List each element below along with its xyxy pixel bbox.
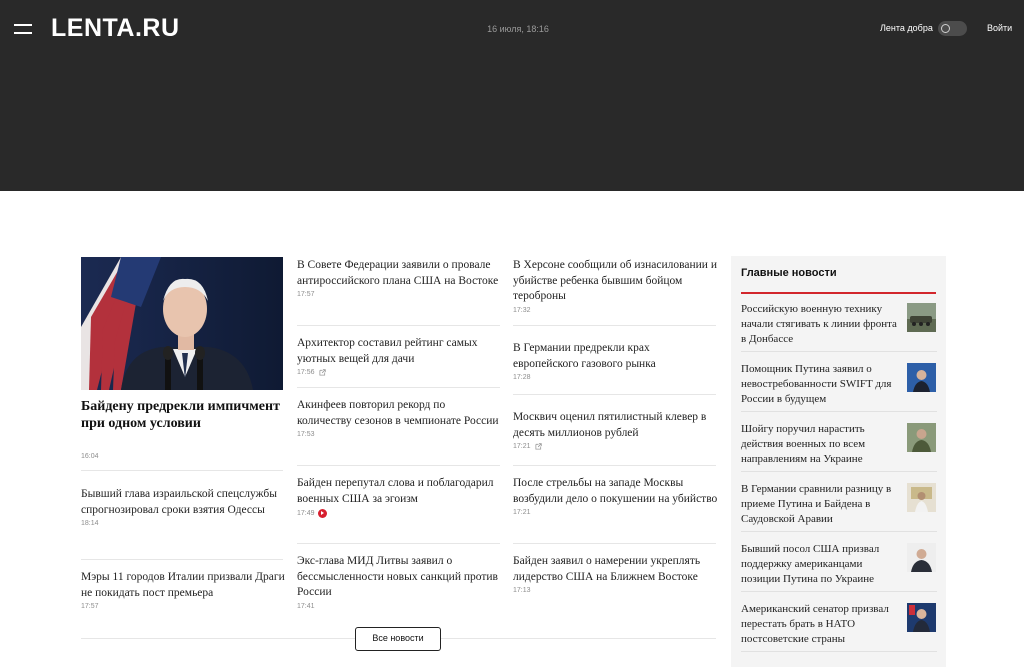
sidebar-news-thumbnail[interactable] — [907, 303, 936, 332]
sidebar-news-headline[interactable]: Бывший посол США призвал поддержку американцами позиции Путина по Украине — [741, 543, 880, 585]
news-time: 17:56 — [297, 369, 315, 376]
sidebar-news-headline[interactable]: Шойгу поручил нарастить действия военных по всем направлениям на Украине — [741, 423, 866, 465]
divider — [741, 351, 937, 352]
news-time: 17:57 — [297, 291, 315, 298]
news-headline[interactable]: В Германии предрекли крах европейского газового рынка — [513, 342, 656, 370]
divider — [513, 465, 716, 466]
news-headline[interactable]: После стрельбы на западе Москвы возбудили дело о покушении на убийство — [513, 477, 718, 505]
news-headline[interactable]: Архитектор составил рейтинг самых уютных вещей для дачи — [297, 337, 478, 365]
news-time: 17:13 — [513, 587, 531, 594]
all-news-button[interactable]: Все новости — [355, 627, 441, 651]
sidebar-news-headline[interactable]: Американский сенатор призвал перестать брать в НАТО постсоветские страны — [741, 603, 889, 645]
news-headline[interactable]: Москвич оценил пятилистный клевер в десять миллионов рублей — [513, 411, 707, 439]
sidebar-news-thumbnail[interactable] — [907, 483, 936, 512]
news-time: 17:21 — [513, 443, 531, 450]
list-item[interactable] — [513, 476, 718, 516]
divider — [81, 470, 283, 471]
divider — [297, 543, 500, 544]
feature-time: 16:04 — [81, 453, 99, 460]
list-item[interactable] — [297, 336, 502, 376]
divider — [741, 531, 937, 532]
divider — [741, 591, 937, 592]
divider — [513, 394, 716, 395]
sidebar-title: Главные новости — [741, 267, 837, 279]
news-time: 17:53 — [297, 431, 315, 438]
sidebar-news-thumbnail[interactable] — [907, 363, 936, 392]
list-item[interactable] — [297, 554, 502, 610]
feature-image[interactable] — [81, 257, 283, 390]
news-headline[interactable]: Экс-глава МИД Литвы заявил о бессмысленности новых санкций против России — [297, 555, 498, 598]
divider — [513, 325, 716, 326]
sidebar-news-headline[interactable]: Российскую военную технику начали стягивать к линии фронта в Донбассе — [741, 303, 897, 345]
divider — [297, 387, 500, 388]
list-item[interactable] — [297, 258, 502, 298]
list-item[interactable] — [513, 410, 718, 450]
news-time: 17:32 — [513, 306, 531, 314]
news-headline[interactable]: Байден заявил о намерении укреплять лидерство США на Ближнем Востоке — [513, 555, 701, 583]
video-badge-icon — [318, 509, 327, 518]
site-logo[interactable]: LENTA.RU — [51, 14, 180, 42]
news-headline[interactable]: Бывший глава израильской спецслужбы спрогнозировал сроки взятия Одессы — [81, 488, 277, 516]
feature-headline[interactable]: Байдену предрекли импичмент при одном условии — [81, 399, 280, 431]
divider — [297, 465, 500, 466]
login-button[interactable]: Войти — [987, 23, 1013, 33]
news-time: 17:21 — [513, 509, 531, 516]
divider — [81, 559, 283, 560]
news-headline[interactable]: В Совете Федерации заявили о провале антироссийского плана США на Востоке — [297, 259, 499, 287]
news-headline[interactable]: Мэры 11 городов Италии призвали Драги не покидать пост премьера — [81, 571, 285, 599]
top-news-sidebar — [731, 256, 946, 667]
list-item[interactable] — [513, 341, 718, 381]
divider — [741, 471, 937, 472]
list-item[interactable] — [513, 258, 718, 314]
kindness-feed-label: Лента добра — [880, 23, 933, 33]
sidebar-news-thumbnail[interactable] — [907, 543, 936, 572]
sidebar-news-headline[interactable]: Помощник Путина заявил о невостребованности SWIFT для России в будущем — [741, 363, 892, 405]
divider — [297, 325, 500, 326]
external-link-icon — [319, 369, 326, 376]
current-date: 16 июля, 18:16 — [487, 24, 549, 34]
sidebar-news-thumbnail[interactable] — [907, 603, 936, 632]
divider — [513, 543, 716, 544]
list-item[interactable] — [513, 554, 718, 594]
news-time: 17:57 — [81, 603, 99, 610]
news-headline[interactable]: Акинфеев повторил рекорд по количеству сезонов в чемпионате России — [297, 399, 499, 427]
site-header — [0, 0, 1024, 191]
list-item[interactable] — [297, 476, 502, 518]
news-headline[interactable]: Байден перепутал слова и поблагодарил военных США за эгоизм — [297, 477, 494, 505]
news-time: 17:49 — [297, 510, 315, 517]
sidebar-title-underline — [741, 292, 936, 294]
sidebar-news-thumbnail[interactable] — [907, 423, 936, 452]
list-item[interactable] — [81, 487, 286, 527]
news-time: 18:14 — [81, 520, 99, 527]
news-time: 17:41 — [297, 602, 315, 610]
news-time: 17:28 — [513, 374, 531, 381]
list-item[interactable] — [81, 570, 286, 610]
list-item[interactable] — [297, 398, 502, 438]
divider — [741, 651, 937, 652]
kindness-feed-toggle[interactable] — [938, 21, 967, 36]
news-headline[interactable]: В Херсоне сообщили об изнасиловании и убийстве ребенка бывшим бойцом тероброны — [513, 259, 717, 302]
divider — [741, 411, 937, 412]
toggle-knob — [941, 24, 950, 33]
external-link-icon — [535, 443, 542, 450]
sidebar-news-headline[interactable]: В Германии сравнили разницу в приеме Путина и Байдена в Саудовской Аравии — [741, 483, 892, 525]
